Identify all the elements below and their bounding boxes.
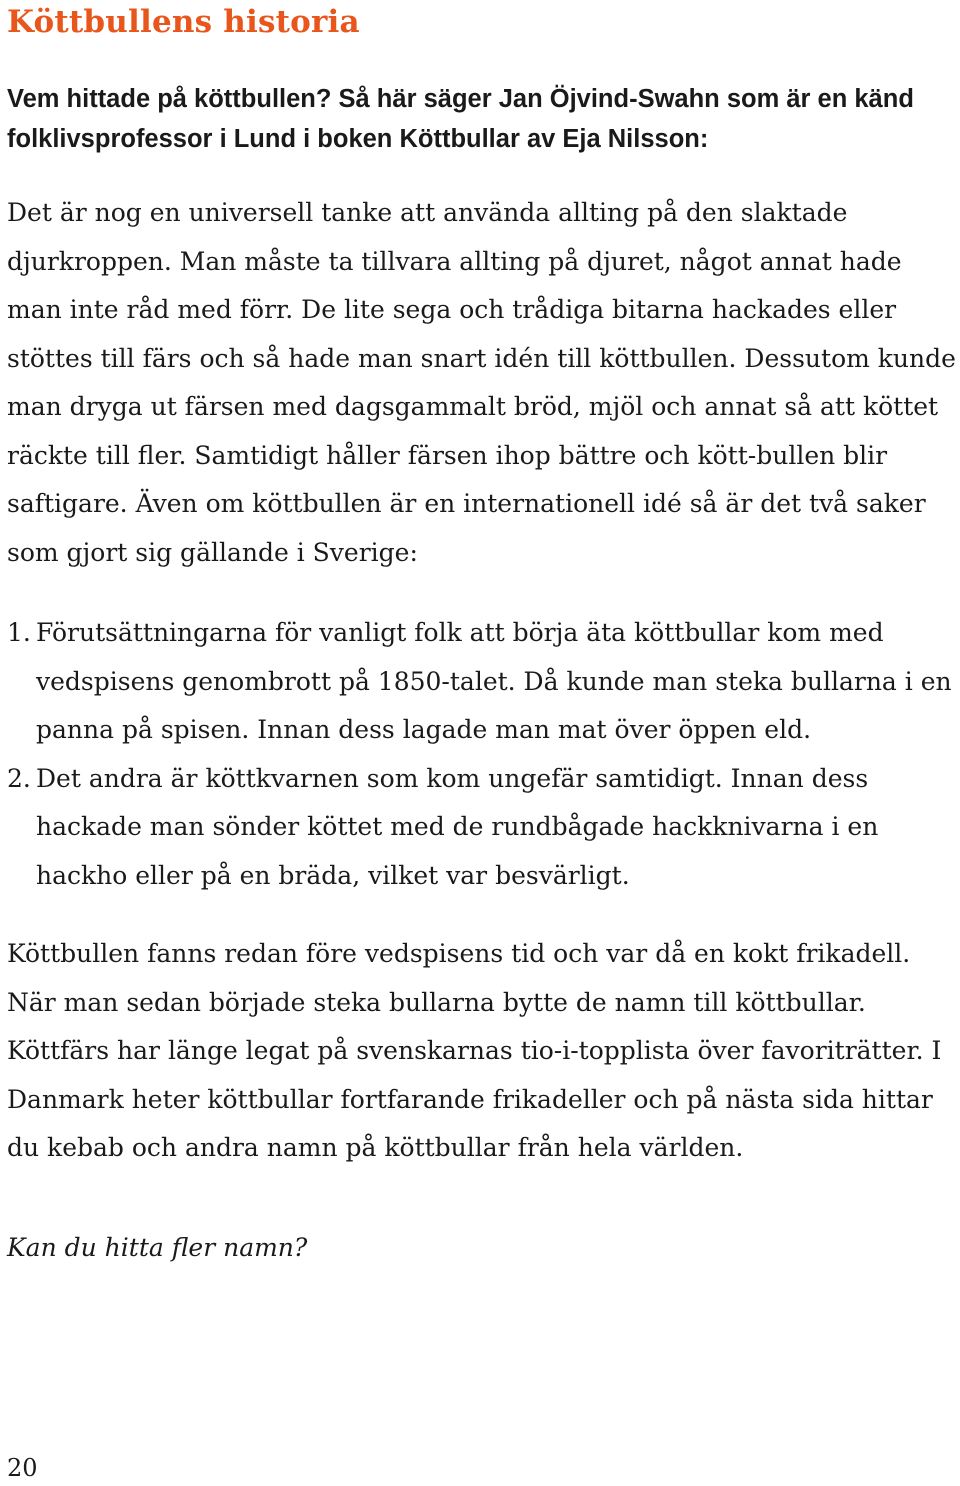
list-item-text: Det andra är köttkvarnen som kom ungefär samtidigt. Innan dess hackade man sönder köttet med de rundbågade hackknivarna i en hackho eller på en bräda, vilket var besvärligt.	[36, 763, 879, 890]
page-number: 20	[7, 1454, 38, 1482]
list-item-number: 1.	[7, 618, 31, 647]
list-item	[7, 755, 959, 901]
list-item	[7, 609, 959, 755]
body-paragraph-2: Köttbullen fanns redan före vedspisens tid och var då en kokt frikadell. När man sedan började steka bullarna bytte de namn till köttbullar. Köttfärs har länge legat på svenskarnas tio-i-topplista över favoriträtter. I Danmark heter köttbullar fortfarande frikadeller och på nästa sida hittar du kebab och andra namn på köttbullar från hela världen.	[7, 939, 942, 1162]
closing-question: Kan du hitta fler namn?	[7, 1233, 308, 1262]
intro-paragraph: Vem hittade på köttbullen? Så här säger Jan Öjvind-Swahn som är en känd folklivsprofessor i Lund i boken Köttbullar av Eja Nilsson:	[7, 85, 914, 153]
page-title: Köttbullens historia	[7, 4, 360, 40]
list-item-number: 2.	[7, 763, 31, 793]
body-paragraph-1: Det är nog en universell tanke att använda allting på den slaktade djurkroppen. Man måste ta tillvara allting på djuret, något annat hade man inte råd med förr. De lite sega och trådiga bitarna hackades eller stöttes till färs och så hade man snart idén till köttbullen. Dessutom kunde man dryga ut färsen med dagsgammalt bröd, mjöl och annat så att köttet räckte till fler. Samtidigt håller färsen ihop bättre och kött-bullen blir saftigare. Även om köttbullen är en internationell idé så är det två saker som gjort sig gällande i Sverige:	[7, 198, 956, 567]
list-item-text: Förutsättningarna för vanligt folk att börja äta köttbullar kom med vedspisens genombrott på 1850-talet. Då kunde man steka bullarna i en panna på spisen. Innan dess lagade man mat över öppen eld.	[36, 618, 952, 744]
numbered-list	[7, 609, 959, 900]
